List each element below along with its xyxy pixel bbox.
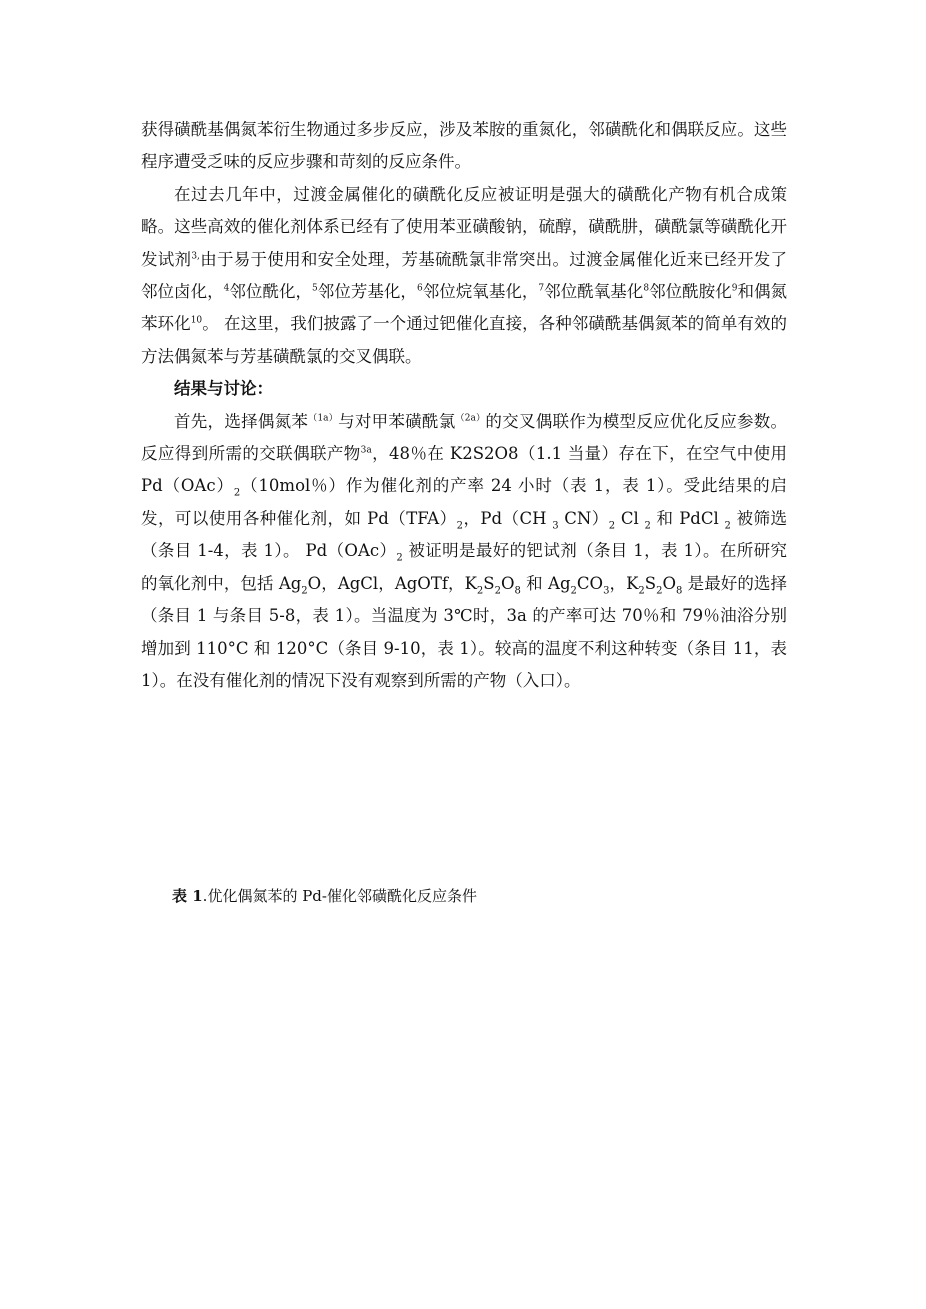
paragraph-1: 获得磺酰基偶氮苯衍生物通过多步反应，涉及苯胺的重氮化，邻磺酰化和偶联反应。这些程序遭受乏味的反应步骤和苛刻的反应条件。 [141,120,787,172]
ref-4: 4 [223,283,230,294]
ref-3: 3, [191,251,200,262]
table-caption-text: .优化偶氮苯的 Pd-催化邻磺酰化反应条件 [202,887,477,905]
paragraph-3: 首先，选择偶氮苯$^{(1a)}$与对甲苯磺酰氯$^{(2a)}$的交叉偶联作为模型反应优化反应参数。反应得到所需的交联偶联产物$^{3a}$，48％在 K2S2O8（1.1 当量）存在下，在空气中使用 $Pd(OAc)_2(10mol$％）作为催化剂的产率 24 小时（表 1，表 1）。受此结果的启发，可以使用各种催化剂，如 $Pd(TFA)_2$，Pd（CH $_3$ $CN)_2$ Cl $_2$ 和 PdCl $_2$ 被筛选（条目 1-4，表 1）。 $Pd(OAc)_2$ 被证明是最好的钯试剂（条目 1，表 1）。在所研究的氧化剂中，包括 $Ag_2O$，AgCl，AgOTf，$K_2S_2O_8$ 和 $Ag_2CO_3$，$K_2S_2O_8$ 是最好的选择（条目 1 与条目 5-8，表 1）。当温度为 3℃时，3a 的产率可达 70％和 79％油浴分别增加到 110°C 和 120°C（条目 9-10，表 1）。较高的温度不利这种转变（条目 11，表 1）。在没有催化剂的情况下没有观察到所需的产物（入口）。 [141,411,788,690]
ref-9: 9 [731,283,738,294]
ref-5: 5 [312,283,318,294]
paragraph-2: 在过去几年中，过渡金属催化的磺酰化反应被证明是强大的磺酰化产物有机合成策略。这些高效的催化剂体系已经有了使用苯亚磺酸钠，硫醇，磺酰肼，磺酰氯等磺酰化开发试剂$^{3,}$由于易于使用和安全处理，芳基硫酰氯非常突出。过渡金属催化近来已经开发了邻位卤化，$^4$邻位酰化，$^5$邻位芳基化，$^6$邻位烷氧基化，$^7$邻位酰氧基化$^8$邻位酰胺化$^9$和偶氮苯环化$^{10}$。 在这里，我们披露了一个通过钯催化直接，各种邻磺酰基偶氮苯的简单有效的方法偶氮苯与芳基磺酰氯的交叉偶联。 [141,184,788,366]
ref-10: 10 [190,315,203,326]
ref-6: 6 [416,283,423,294]
table-label: 表 1 [172,887,203,905]
ref-7: 7 [538,283,545,294]
ref-8: 8 [643,283,650,294]
section-heading: 结果与讨论： [174,379,273,399]
table-caption [172,884,477,908]
body-text [141,114,787,697]
